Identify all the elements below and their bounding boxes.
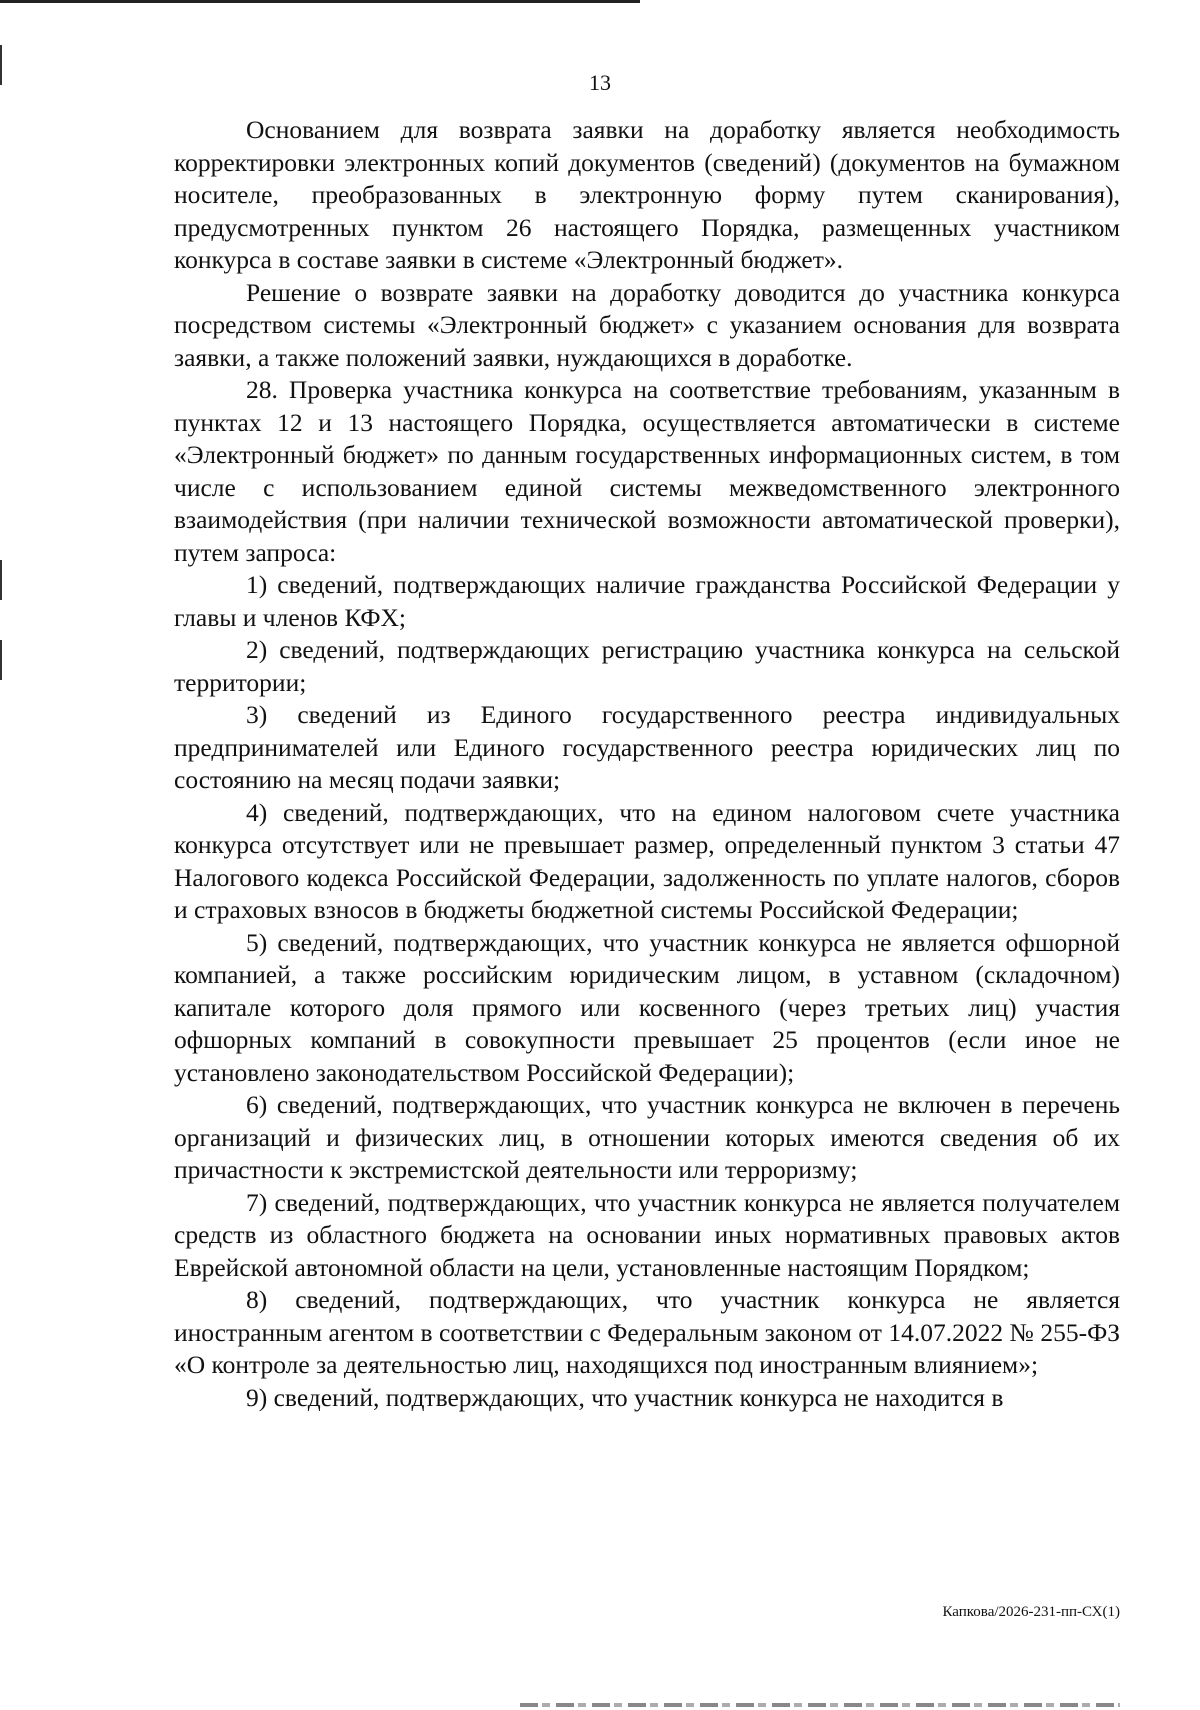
list-item: 1) сведений, подтверждающих наличие гражданства Российской Федерации у главы и членов КФХ; bbox=[174, 570, 1120, 632]
scan-left-mark bbox=[0, 640, 2, 680]
document-footer-code: Капкова/2026-231-пп-СХ(1) bbox=[942, 1604, 1120, 1620]
paragraph-return-decision: Решение о возврате заявки на доработку доводится до участника конкурса посредством системы «Электронный бюджет» с указанием основания для возврата заявки, а также положений заявки, нуждающихся в доработке. bbox=[174, 277, 1120, 372]
list-item: 5) сведений, подтверждающих, что участник конкурса не является офшорной компанией, а также российским юридическим лицом, в уставном (складочном) капитале которого доля прямого или косвенного (через третьих лиц) участия офшорных компаний в совокупности превышает 25 процентов (если иное не установлено законодательством Российской Федерации); bbox=[174, 927, 1120, 1087]
list-item: 2) сведений, подтверждающих регистрацию участника конкурса на сельской территории; bbox=[174, 635, 1120, 697]
scan-top-edge bbox=[0, 0, 640, 3]
scan-left-mark bbox=[0, 560, 2, 600]
list-item: 6) сведений, подтверждающих, что участник конкурса не включен в перечень организаций и физических лиц, в отношении которых имеются сведения об их причастности к экстремистской деятельности или терроризму; bbox=[174, 1090, 1120, 1184]
paragraph-return-basis: Основанием для возврата заявки на доработку является необходимость корректировки электронных копий документов (сведений) (документов на бумажном носителе, преобразованных в электронную форму путем сканирования), предусмотренных пунктом 26 настоящего Порядка, размещенных участником конкурса в составе заявки в системе «Электронный бюджет». bbox=[174, 115, 1120, 274]
list-item: 7) сведений, подтверждающих, что участник конкурса не является получателем средств из областного бюджета на основании иных нормативных правовых актов Еврейской автономной области на цели, установленные настоящим Порядком; bbox=[174, 1187, 1120, 1282]
document-body bbox=[174, 114, 1120, 1414]
scan-bottom-edge bbox=[520, 1703, 1120, 1707]
list-item: 8) сведений, подтверждающих, что участник конкурса не является иностранным агентом в соответствии с Федеральным законом от 14.07.2022 № 255-ФЗ «О контроле за деятельностью лиц, находящихся под иностранным влиянием»; bbox=[174, 1285, 1120, 1379]
paragraph-28-verification: 28. Проверка участника конкурса на соответствие требованиям, указанным в пунктах 12 и 13 настоящего Порядка, осуществляется автоматически в системе «Электронный бюджет» по данным государственных информационных систем, в том числе с использованием единой системы межведомственного электронного взаимодействия (при наличии технической возможности автоматической проверки), путем запроса: bbox=[174, 375, 1120, 567]
list-item: 9) сведений, подтверждающих, что участник конкурса не находится в bbox=[246, 1382, 1004, 1412]
page-number: 13 bbox=[589, 70, 611, 95]
list-item: 3) сведений из Единого государственного реестра индивидуальных предпринимателей или Единого государственного реестра юридических лиц по состоянию на месяц подачи заявки; bbox=[174, 700, 1120, 794]
list-item: 4) сведений, подтверждающих, что на едином налоговом счете участника конкурса отсутствует или не превышает размер, определенный пунктом 3 статьи 47 Налогового кодекса Российской Федерации, задолженность по уплате налогов, сборов и страховых взносов в бюджеты бюджетной системы Российской Федерации; bbox=[174, 797, 1120, 924]
